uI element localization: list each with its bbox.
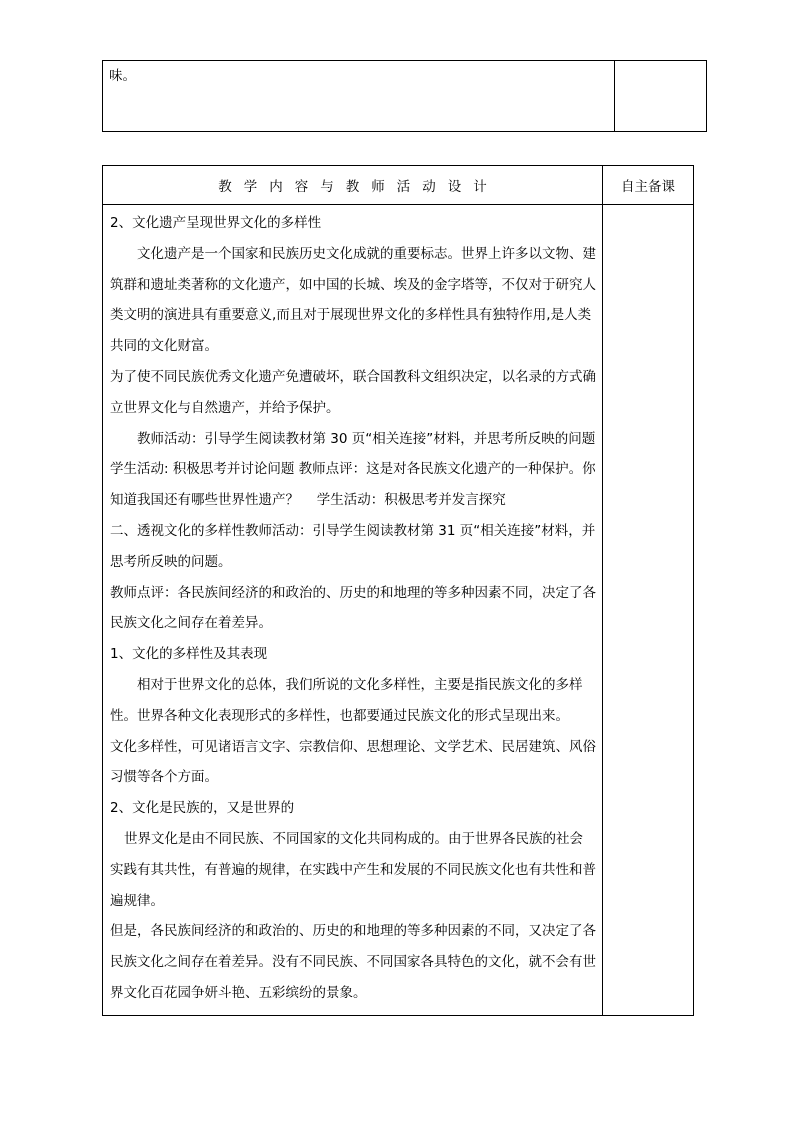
top-table-content-cell — [103, 61, 615, 132]
notes-cell — [603, 205, 694, 1016]
top-table-fragment — [102, 60, 707, 132]
top-table-side-cell — [615, 61, 707, 132]
section-heading: 1、文化的多样性及其表现 — [110, 646, 268, 663]
table-header-row — [103, 166, 694, 205]
paragraph: 但是，各民族间经济的和政治的、历史的和地理的等多种因素的不同，又决定了各民族文化之间存在着差异。没有不同民族、不同国家各具特色的文化，就不会有世界文化百花园争妍斗艳、五彩缤纷的景象。 — [110, 923, 596, 1001]
paragraph: 为了使不同民族优秀文化遗产免遭破坏，联合国教科文组织决定，以名录的方式确立世界文化与自然遗产，并给予保护。 — [110, 368, 596, 416]
content-cell — [103, 205, 603, 1016]
header-title: 教学内容与教师活动设计 — [218, 179, 499, 195]
paragraph: 文化遗产是一个国家和民族历史文化成就的重要标志。世界上许多以文物、建筑群和遗址类著称的文化遗产，如中国的长城、埃及的金字塔等，不仅对于研究人类文明的演进具有重要意义,而且对于展现世界文化的多样性具有独特作用,是人类共同的文化财富。 — [110, 245, 596, 355]
section-heading: 2、文化是民族的，又是世界的 — [110, 800, 295, 817]
header-side-cell — [603, 166, 694, 205]
header-side-label: 自主备课 — [621, 179, 675, 195]
table-content-row — [103, 205, 694, 1016]
paragraph: 文化多样性，可见诸语言文字、宗教信仰、思想理论、文学艺术、民居建筑、风俗习惯等各个方面。 — [110, 738, 596, 786]
paragraph: 学生活动: 积极思考并讨论问题 教师点评：这是对各民族文化遗产的一种保护。你知道我国还有哪些世界性遗产？ 学生活动：积极思考并发言探究 — [110, 461, 596, 509]
header-title-cell — [103, 166, 603, 205]
paragraph: 二、透视文化的多样性教师活动：引导学生阅读教材第 31 页“相关连接”材料，并思考所反映的问题。 — [110, 522, 596, 570]
paragraph: 教师点评：各民族间经济的和政治的、历史的和地理的等多种因素不同，决定了各民族文化之间存在着差异。 — [110, 584, 596, 632]
paragraph: 教师活动：引导学生阅读教材第 30 页“相关连接”材料，并思考所反映的问题 — [137, 430, 596, 447]
paragraph: 世界文化是由不同民族、不同国家的文化共同构成的。由于世界各民族的社会实践有其共性，有普遍的规律，在实践中产生和发展的不同民族文化也有共性和普遍规律。 — [110, 830, 596, 909]
lesson-plan-table — [102, 165, 694, 1016]
paragraph: 相对于世界文化的总体，我们所说的文化多样性，主要是指民族文化的多样性。世界各种文化表现形式的多样性，也都要通过民族文化的形式呈现出来。 — [110, 676, 583, 724]
top-table-row — [103, 61, 707, 132]
top-fragment-text: 味。 — [109, 68, 136, 84]
section-heading: 2、文化遗产呈现世界文化的多样性 — [110, 215, 322, 231]
